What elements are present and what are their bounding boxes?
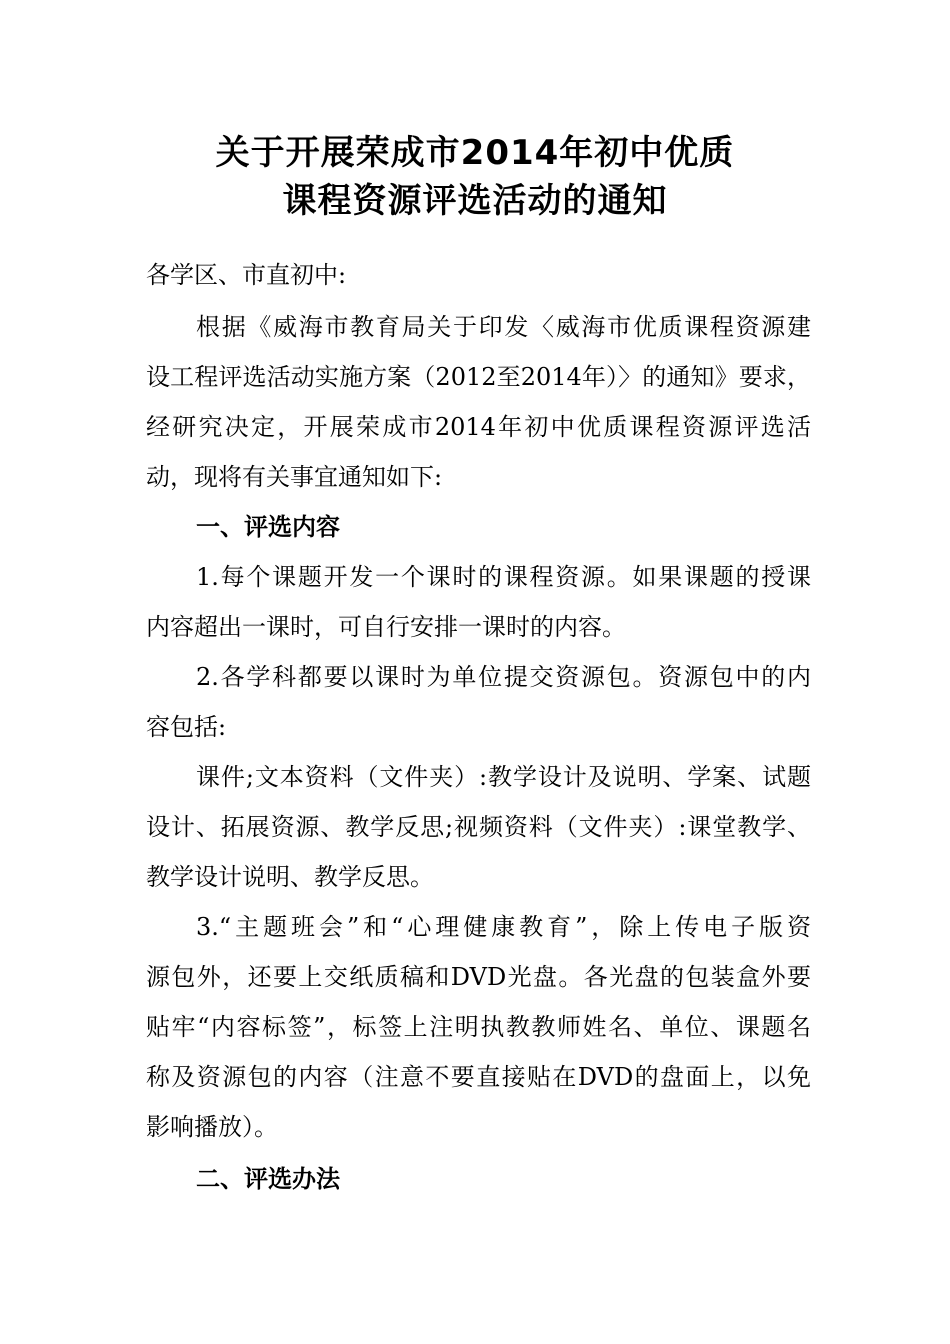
document-title-line-1: 关于开展荣成市2014年初中优质 <box>215 133 735 173</box>
section-heading: 一、评选内容 <box>196 513 340 541</box>
paragraph-line: 源包外，还要上交纸质稿和DVD光盘。各光盘的包装盒外要 <box>146 963 811 991</box>
paragraph-line: 经研究决定，开展荣成市2014年初中优质课程资源评选活 <box>146 413 811 441</box>
paragraph-line: 内容超出一课时，可自行安排一课时的内容。 <box>146 613 626 641</box>
paragraph-line: 称及资源包的内容（注意不要直接贴在DVD的盘面上，以免 <box>146 1063 811 1091</box>
paragraph-line: 2.各学科都要以课时为单位提交资源包。资源包中的内 <box>196 663 811 691</box>
paragraph-line: 设工程评选活动实施方案（2012至2014年）〉的通知》要求， <box>146 363 811 391</box>
paragraph-line: 影响播放）。 <box>146 1113 278 1141</box>
paragraph-line: 1.每个课题开发一个课时的课程资源。如果课题的授课 <box>196 563 811 591</box>
paragraph-line: 根据《威海市教育局关于印发〈威海市优质课程资源建 <box>196 313 811 341</box>
paragraph-line: 容包括: <box>146 713 227 741</box>
paragraph-line: 贴牢“内容标签”，标签上注明执教教师姓名、单位、课题名 <box>146 1013 811 1041</box>
salutation: 各学区、市直初中: <box>146 261 347 289</box>
paragraph-line: 教学设计说明、教学反思。 <box>146 863 434 891</box>
paragraph-line: 课件;文本资料（文件夹）:教学设计及说明、学案、试题 <box>196 763 811 791</box>
paragraph-line: 动，现将有关事宜通知如下: <box>146 463 443 491</box>
section-heading: 二、评选办法 <box>196 1165 340 1193</box>
paragraph-line: 设计、拓展资源、教学反思;视频资料（文件夹）:课堂教学、 <box>146 813 811 841</box>
paragraph-line: 3.“主题班会”和“心理健康教育”，除上传电子版资 <box>196 913 811 941</box>
document-title-line-2: 课程资源评选活动的通知 <box>282 181 668 221</box>
